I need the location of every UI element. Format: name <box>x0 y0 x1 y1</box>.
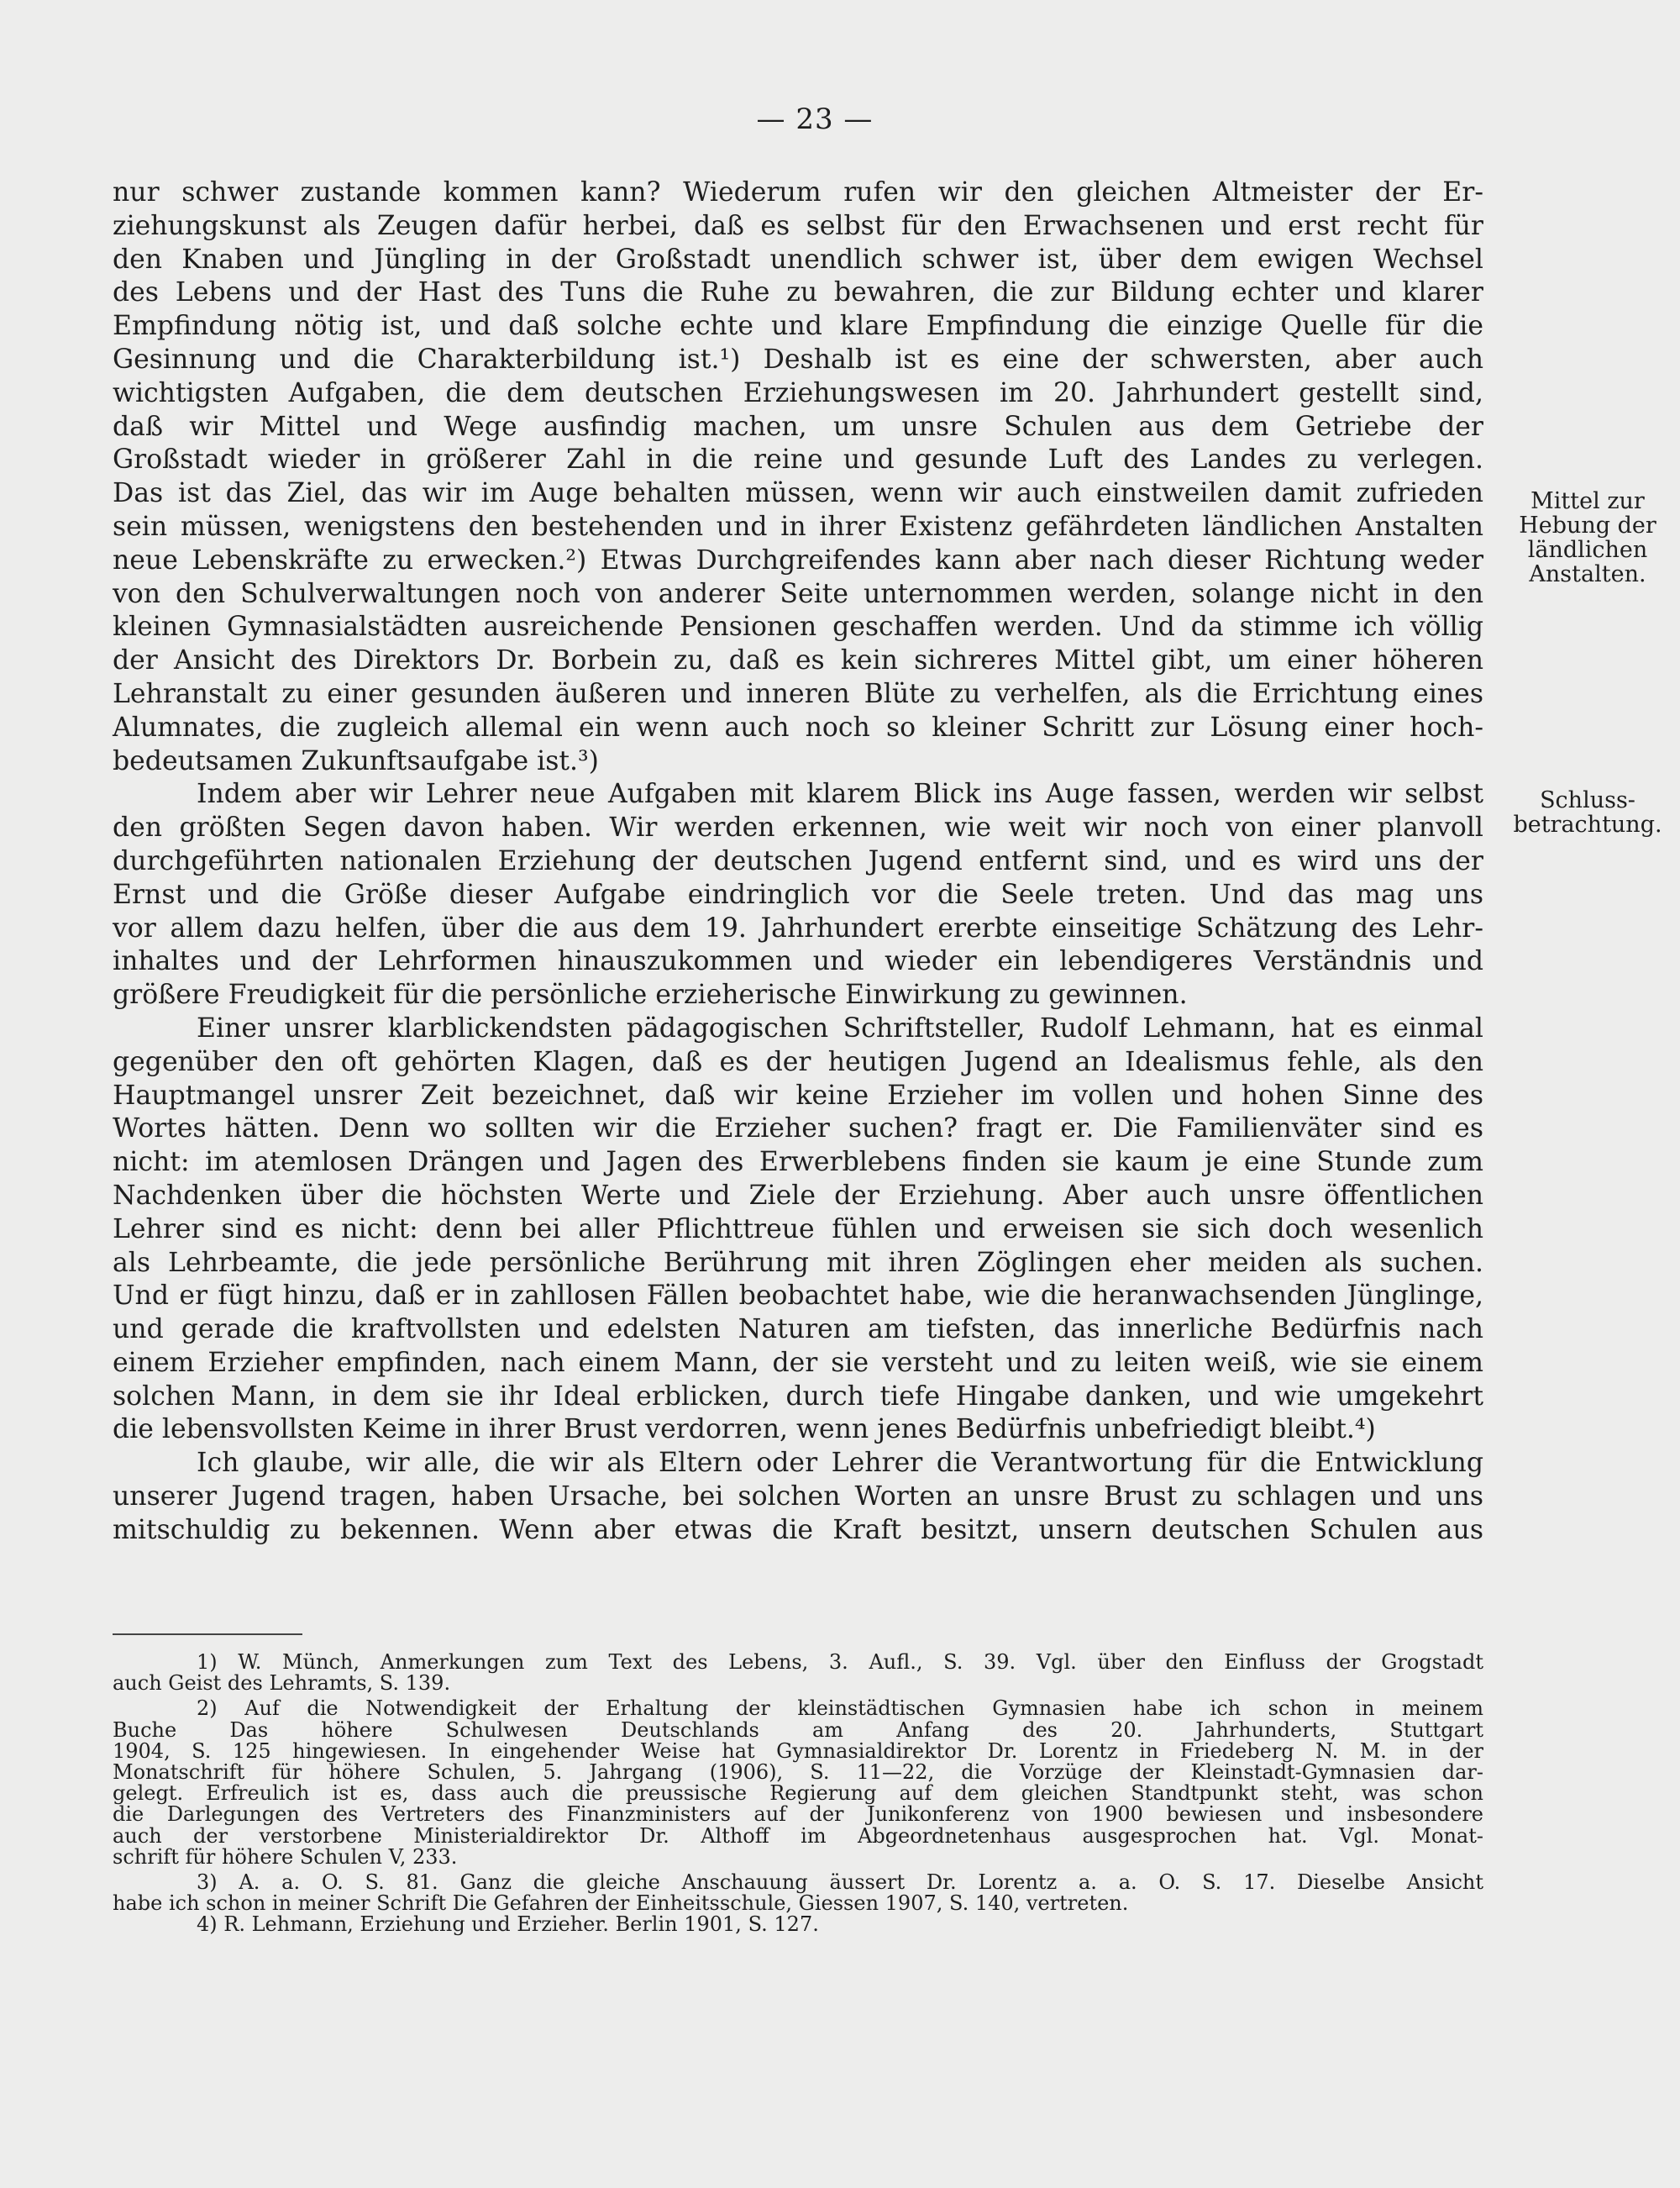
text-line: und gerade die kraftvollsten und edelsten Naturen am tiefsten, das innerliche Bedürfnis nach <box>113 1314 1483 1345</box>
text-line: von den Schulverwaltungen noch von anderer Seite unternommen werden, solange nicht in den <box>113 578 1483 609</box>
text-line: Empfindung nötig ist, und daß solche echte und klare Empfindung die einzige Quelle für die <box>113 311 1483 342</box>
marginal-line: Mittel zur <box>1530 488 1645 514</box>
footnote-line: auch Geist des Lehramts, S. 139. <box>113 1671 451 1696</box>
text-line: bedeutsamen Zukunftsaufgabe ist.³) <box>113 745 599 776</box>
text-line: nur schwer zustande kommen kann? Wiederum rufen wir den gleichen Altmeister der Er- <box>113 177 1483 208</box>
footnote-line: die Darlegungen des Vertreters des Finanzministers auf der Junikonferenz von 1900 bewiesen und insbesondere <box>113 1802 1483 1827</box>
text-line: unserer Jugend tragen, haben Ursache, bei solchen Worten an unsre Brust zu schlagen und uns <box>113 1481 1483 1512</box>
marginal-line: betrachtung. <box>1513 812 1662 838</box>
text-line: Das ist das Ziel, das wir im Auge behalten müssen, wenn wir auch einstweilen damit zufrieden <box>113 478 1483 509</box>
footnote-line: 1) W. Münch, Anmerkungen zum Text des Lebens, 3. Aufl., S. 39. Vgl. über den Einfluss der Grogstadt <box>197 1650 1483 1674</box>
marginal-line: Anstalten. <box>1529 561 1646 587</box>
text-line: nicht: im atemlosen Drängen und Jagen des Erwerblebens finden sie kaum je eine Stunde zum <box>113 1147 1483 1178</box>
marginal-line: Schluss- <box>1540 787 1635 813</box>
footnote-divider <box>113 1633 302 1635</box>
text-line: wichtigsten Aufgaben, die dem deutschen Erziehungswesen im 20. Jahrhundert gestellt sind, <box>113 377 1483 408</box>
text-line: Und er fügt hinzu, daß er in zahllosen Fällen beobachtet habe, wie die heranwachsenden Jünglinge, <box>113 1281 1483 1312</box>
text-line: Einer unsrer klarblickendsten pädagogischen Schriftsteller, Rudolf Lehmann, hat es einmal <box>197 1012 1483 1044</box>
text-line: Lehranstalt zu einer gesunden äußeren und inneren Blüte zu verhelfen, als die Errichtung eines <box>113 678 1483 709</box>
footnote-line: 3) A. a. O. S. 81. Ganz die gleiche Anschauung äussert Dr. Lorentz a. a. O. S. 17. Dieselbe Ansicht <box>197 1870 1483 1894</box>
text-line: des Lebens und der Hast des Tuns die Ruhe zu bewahren, die zur Bildung echter und klarer <box>113 277 1483 308</box>
text-line: Indem aber wir Lehrer neue Aufgaben mit klarem Blick ins Auge fassen, werden wir selbst <box>197 779 1483 810</box>
text-line: daß wir Mittel und Wege ausfindig machen, um unsre Schulen aus dem Getriebe der <box>113 411 1483 442</box>
text-line: kleinen Gymnasialstädten ausreichende Pensionen geschaffen werden. Und da stimme ich völlig <box>113 612 1483 643</box>
footnote-line: Monatschrift für höhere Schulen, 5. Jahrgang (1906), S. 11—22, die Vorzüge der Kleinstadt-Gymnasien dar- <box>113 1759 1483 1784</box>
text-line: Hauptmangel unsrer Zeit bezeichnet, daß wir keine Erzieher im vollen und hohen Sinne des <box>113 1080 1483 1111</box>
footnote-line: habe ich schon in meiner Schrift Die Gefahren der Einheitsschule, Giessen 1907, S. 140, vertreten. <box>113 1891 1129 1916</box>
text-line: Alumnates, die zugleich allemal ein wenn auch noch so kleiner Schritt zur Lösung einer hoch- <box>113 712 1483 743</box>
text-line: der Ansicht des Direktors Dr. Borbein zu, daß es kein sichreres Mittel gibt, um einer höheren <box>113 645 1483 676</box>
text-line: den Knaben und Jüngling in der Großstadt unendlich schwer ist, über dem ewigen Wechsel <box>113 244 1483 275</box>
text-line: Großstadt wieder in größerer Zahl in die reine und gesunde Luft des Landes zu verlegen. <box>113 444 1483 476</box>
text-line: neue Lebenskräfte zu erwecken.²) Etwas Durchgreifendes kann aber nach dieser Richtung weder <box>113 544 1483 576</box>
text-line: größere Freudigkeit für die persönliche erzieherische Einwirkung zu gewinnen. <box>113 980 1188 1011</box>
marginal-note-conclusion <box>1504 788 1672 837</box>
text-line: die lebensvollsten Keime in ihrer Brust verdorren, wenn jenes Bedürfnis unbefriedigt bleibt.⁴) <box>113 1414 1376 1445</box>
text-line: Ich glaube, wir alle, die wir als Eltern oder Lehrer die Verantwortung für die Entwicklung <box>197 1448 1483 1479</box>
text-line: durchgeführten nationalen Erziehung der deutschen Jugend entfernt sind, und es wird uns der <box>113 845 1483 876</box>
footnote-line: auch der verstorbene Ministerialdirektor Dr. Althoff im Abgeordnetenhaus ausgesprochen hat. Vgl. Monat- <box>113 1823 1483 1848</box>
text-line: Wortes hätten. Denn wo sollten wir die Erzieher suchen? fragt er. Die Familienväter sind es <box>113 1113 1483 1144</box>
footnote-line: 2) Auf die Notwendigkeit der Erhaltung der kleinstädtischen Gymnasien habe ich schon in meinem <box>197 1696 1483 1721</box>
text-line: Gesinnung und die Charakterbildung ist.¹) Deshalb ist es eine der schwersten, aber auch <box>113 344 1483 375</box>
text-line: Nachdenken über die höchsten Werte und Ziele der Erziehung. Aber auch unsre öffentlichen <box>113 1180 1483 1211</box>
marginal-line: Hebung der <box>1519 513 1656 539</box>
text-line: vor allem dazu helfen, über die aus dem 19. Jahrhundert ererbte einseitige Schätzung des Lehr- <box>113 913 1483 944</box>
text-line: einem Erzieher empfinden, nach einem Mann, der sie versteht und zu leiten weiß, wie sie einem <box>113 1347 1483 1378</box>
footnote-line: 4) R. Lehmann, Erziehung und Erzieher. Berlin 1901, S. 127. <box>197 1912 819 1937</box>
text-line: Lehrer sind es nicht: denn bei aller Pflichttreue fühlen und erweisen sie sich doch wesenlich <box>113 1213 1483 1244</box>
footnote-line: Buche Das höhere Schulwesen Deutschlands am Anfang des 20. Jahrhunderts, Stuttgart <box>113 1717 1483 1742</box>
text-line: ziehungskunst als Zeugen dafür herbei, daß es selbst für den Erwachsenen und erst recht für <box>113 210 1483 241</box>
footnotes <box>113 1652 1483 1935</box>
text-line: als Lehrbeamte, die jede persönliche Berührung mit ihren Zöglingen eher meiden als suchen. <box>113 1247 1483 1278</box>
text-line: inhaltes und der Lehrformen hinauszukommen und wieder ein lebendigeres Verständnis und <box>113 946 1483 977</box>
footnote-line: gelegt. Erfreulich ist es, dass auch die preussische Regierung auf dem gleichen Standtpunkt steht, was schon <box>113 1781 1483 1806</box>
marginal-note-rural-schools <box>1504 489 1672 586</box>
text-line: Ernst und die Größe dieser Aufgabe eindringlich vor die Seele treten. Und das mag uns <box>113 879 1483 910</box>
text-line: solchen Mann, in dem sie ihr Ideal erblicken, durch tiefe Hingabe danken, und wie umgekehrt <box>113 1381 1483 1412</box>
footnote-line: schrift für höhere Schulen V, 233. <box>113 1844 458 1869</box>
page-number: — 23 — <box>756 103 874 136</box>
text-line: gegenüber den oft gehörten Klagen, daß es der heutigen Jugend an Idealismus fehle, als den <box>113 1046 1483 1077</box>
footnote-line: 1904, S. 125 hingewiesen. In eingehender Weise hat Gymnasialdirektor Dr. Lorentz in Friedeberg N. M. in der <box>113 1738 1483 1763</box>
body-text <box>113 176 1483 1548</box>
marginal-line: ländlichen <box>1527 537 1648 563</box>
text-line: sein müssen, wenigstens den bestehenden und in ihrer Existenz gefährdeten ländlichen Anstalten <box>113 511 1483 542</box>
text-line: den größten Segen davon haben. Wir werden erkennen, wie weit wir noch von einer planvoll <box>113 813 1483 844</box>
text-line: mitschuldig zu bekennen. Wenn aber etwas die Kraft besitzt, unsern deutschen Schulen aus <box>113 1514 1483 1545</box>
